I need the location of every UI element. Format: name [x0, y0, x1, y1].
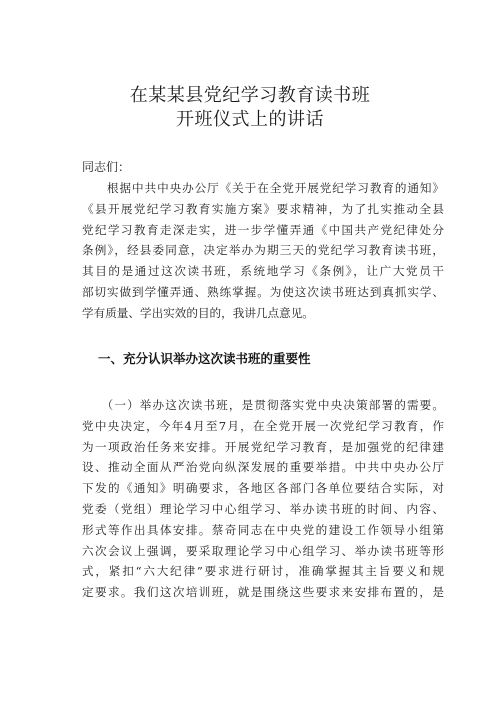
paragraph-1-line: 条例》，经县委同意，决定举办为期三天的党纪学习教育读书班， — [82, 243, 444, 258]
paragraph-1-line: 党纪学习教育走深走实，进一步学懂弄通《中国共产党纪律处分 — [82, 222, 444, 237]
paragraph-1-line: 部切实做到学懂弄通、熟练掌握。为使这次读书班达到真抓实学、 — [82, 284, 444, 299]
paragraph-2-line: 为一项政治任务来安排。开展党纪学习教育，是加强党的纪律建 — [82, 439, 444, 454]
section-heading-1: 一、充分认识举办这次读书班的重要性 — [98, 351, 311, 366]
paragraph-1-line: 其目的是通过这次读书班，系统地学习《条例》，让广大党员干 — [82, 264, 444, 279]
paragraph-2-line: 下发的《通知》明确要求，各地区各部门各单位要结合实际，对 — [82, 481, 444, 496]
paragraph-1-line: 学有质量、学出实效的目的，我讲几点意见。 — [82, 305, 314, 320]
paragraph-2-line: 党委（党组）理论学习中心组学习、举办读书班的时间、内容、 — [82, 501, 444, 516]
paragraph-2 — [82, 395, 444, 603]
paragraph-1-line: 《县开展党纪学习教育实施方案》要求精神，为了扎实推动全县 — [82, 201, 444, 216]
paragraph-2-line: 党中央决定，今年4月至7月，在全党开展一次党纪学习教育，作 — [82, 418, 444, 433]
paragraph-2-line: 六次会议上强调，要采取理论学习中心组学习、举办读书班等形 — [82, 543, 444, 558]
paragraph-2-line: 式，紧扣“六大纪律”要求进行研讨，准确掌握其主旨要义和规 — [82, 564, 444, 579]
document-title-line-1: 在某某县党纪学习教育读书班 — [129, 85, 371, 106]
paragraph-2-line: 定要求。我们这次培训班，就是围绕这些要求来安排布置的，是 — [82, 585, 444, 600]
paragraph-1-line: 根据中共中央办公厅《关于在全党开展党纪学习教育的通知》 — [82, 181, 444, 195]
document-title-line-2: 开班仪式上的讲话 — [176, 109, 324, 130]
paragraph-2-line: （一）举办这次读书班，是贯彻落实党中央决策部署的需要。 — [82, 398, 444, 412]
paragraph-1 — [82, 178, 444, 324]
paragraph-2-line: 形式等作出具体安排。蔡奇同志在中央党的建设工作领导小组第 — [82, 522, 444, 537]
paragraph-2-line: 设、推动全面从严治党向纵深发展的重要举措。中共中央办公厅 — [82, 460, 444, 475]
salutation: 同志们： — [82, 160, 131, 174]
